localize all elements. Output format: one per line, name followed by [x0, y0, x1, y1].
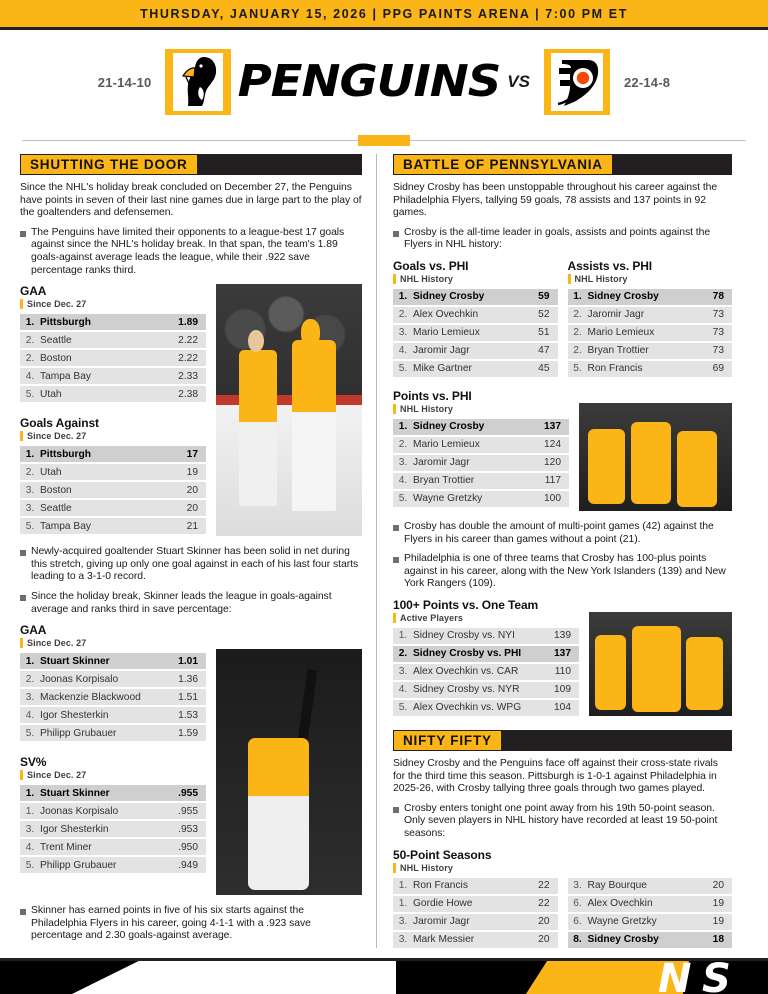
bullet-square-icon: [393, 557, 399, 563]
row-name: Utah: [40, 386, 166, 402]
row-value: 2.22: [166, 350, 206, 366]
flyers-icon: [552, 54, 602, 110]
table-row: [20, 482, 206, 498]
table-svpct-subtitle: Since Dec. 27: [20, 770, 206, 780]
nifty-intro-paragraph: Sidney Crosby and the Penguins face off against their cross-state rivals for the third time this season. Pittsburgh is 1-0-1 against Philadelphia in 2025-26, with Crosby tallying three goals through two games played.: [393, 757, 718, 795]
left-bullet-2: [20, 546, 362, 584]
table-row: [20, 785, 206, 801]
row-name: Mark Messier: [413, 932, 518, 948]
row-name: Ron Francis: [413, 878, 518, 894]
footer-white-shape: [66, 961, 396, 994]
left-bullet-4-text: Skinner has earned points in five of his six starts against the Philadelphia Flyers in his career, going 4-1-1 with a .923 save percentage and 2.30 goals-against average.: [31, 905, 311, 942]
row-rank: 8.: [568, 932, 588, 948]
right-bullet-3: [393, 553, 732, 591]
row-value: 47: [518, 343, 558, 359]
penguin-icon: [174, 53, 222, 111]
photo-skinner: [216, 649, 362, 895]
table-row: [20, 368, 206, 384]
section-title-shutting-the-door: SHUTTING THE DOOR: [20, 154, 198, 175]
row-rank: 1.: [393, 878, 413, 894]
left-bullet-1-text: The Penguins have limited their opponents to a league-best 17 goals against since the NHL's holiday break. In that span, the team's 1.89 goals-against average leads the league, while their .922 save percentage ranks third.: [31, 226, 345, 276]
row-name: Jaromir Jagr: [413, 455, 529, 471]
row-value: .953: [166, 821, 206, 837]
row-name: Igor Shesterkin: [40, 821, 166, 837]
row-value: 73: [692, 325, 732, 341]
row-value: 139: [539, 628, 579, 644]
row-name: Sidney Crosby vs. NYR: [413, 682, 539, 698]
table-goals-vs-phi-rows: [393, 287, 558, 379]
row-value: 20: [692, 878, 732, 894]
table-row: [568, 289, 733, 305]
row-value: 19: [692, 896, 732, 912]
row-name: Mike Gartner: [413, 361, 518, 377]
row-name: Boston: [40, 350, 166, 366]
row-name: Pittsburgh: [40, 446, 166, 462]
row-value: 73: [692, 307, 732, 323]
row-rank: 1.: [393, 289, 413, 305]
row-value: 1.59: [166, 725, 206, 741]
right-bullet-1: [393, 227, 732, 252]
row-value: 2.22: [166, 332, 206, 348]
goalie-stats-with-photo: [20, 623, 362, 895]
row-value: .955: [166, 785, 206, 801]
bullet-square-icon: [393, 807, 399, 813]
section-header-nifty-fifty: [393, 730, 732, 751]
table-row: [20, 821, 206, 837]
table-row: [393, 878, 558, 894]
table-row: [20, 689, 206, 705]
footer-letterforms: [658, 958, 768, 994]
row-name: Alex Ovechkin vs. CAR: [413, 664, 539, 680]
penguins-wordmark: PENGUINS: [238, 56, 501, 107]
penguins-logo: [165, 49, 231, 115]
right-bullet-1-text: Crosby is the all-time leader in goals, assists and points against the Flyers in NHL history:: [404, 226, 711, 251]
row-value: 110: [539, 664, 579, 680]
row-rank: 4.: [393, 343, 413, 359]
right-column: [376, 154, 732, 948]
table-row: [393, 307, 558, 323]
row-value: 1.36: [166, 671, 206, 687]
row-rank: 3.: [393, 325, 413, 341]
row-value: 20: [166, 500, 206, 516]
row-value: 2.38: [166, 386, 206, 402]
table-row: [393, 932, 558, 948]
row-name: Tampa Bay: [40, 518, 166, 534]
left-intro-paragraph: Since the NHL's holiday break concluded on December 27, the Penguins have points in seven of their last nine games due in large part to the play of the goaltenders and defensemen.: [20, 182, 362, 219]
row-value: .950: [166, 839, 206, 855]
photo-goalie-celebration: [216, 284, 362, 536]
hundred-table-with-photo: [393, 598, 732, 718]
table-goals-against: [20, 416, 206, 536]
row-value: 20: [518, 932, 558, 948]
row-name: Alex Ovechkin: [588, 896, 693, 912]
row-name: Philipp Grubauer: [40, 725, 166, 741]
table-row: [20, 350, 206, 366]
row-rank: 3.: [393, 914, 413, 930]
row-name: Joonas Korpisalo: [40, 803, 166, 819]
goalie-stat-tables: [20, 623, 206, 895]
row-rank: 5.: [393, 700, 413, 716]
row-name: Mario Lemieux: [413, 325, 518, 341]
bullet-square-icon: [20, 231, 26, 237]
row-rank: 5.: [20, 518, 40, 534]
table-assists-vs-phi: [568, 259, 733, 379]
divider-gold-tab: [358, 135, 410, 146]
table-gaa-goalie-title: GAA: [20, 623, 47, 638]
row-name: Sidney Crosby: [413, 419, 529, 435]
row-value: .949: [166, 857, 206, 873]
row-rank: 4.: [20, 368, 40, 384]
row-rank: 6.: [568, 896, 588, 912]
row-value: 51: [518, 325, 558, 341]
row-value: 22: [518, 896, 558, 912]
row-name: Igor Shesterkin: [40, 707, 166, 723]
table-row: [568, 896, 733, 912]
row-value: 1.01: [166, 653, 206, 669]
row-rank: 1.: [20, 653, 40, 669]
table-points-vs-phi-subtitle: NHL History: [393, 404, 569, 414]
row-name: Sidney Crosby vs. PHI: [413, 646, 539, 662]
right-bullet-2-text: Crosby has double the amount of multi-point games (42) against the Flyers in his career than games without a point (21).: [404, 520, 714, 545]
row-value: 100: [529, 491, 569, 507]
table-row: [393, 437, 569, 453]
row-rank: 4.: [20, 707, 40, 723]
row-rank: 2.: [568, 325, 588, 341]
game-info-text: THURSDAY, JANUARY 15, 2026 | PPG PAINTS ARENA | 7:00 PM ET: [140, 6, 628, 21]
row-name: Alex Ovechkin vs. WPG: [413, 700, 539, 716]
row-rank: 1.: [20, 446, 40, 462]
row-name: Pittsburgh: [40, 314, 166, 330]
row-value: 1.89: [166, 314, 206, 330]
table-goals-vs-phi-subtitle: NHL History: [393, 274, 558, 284]
photo-crosby-celebration: [579, 403, 732, 511]
row-value: 45: [518, 361, 558, 377]
left-column: [20, 154, 376, 948]
table-row: [393, 628, 579, 644]
table-svpct: [20, 755, 206, 875]
row-rank: 4.: [20, 839, 40, 855]
table-row: [568, 914, 733, 930]
row-rank: 2.: [20, 332, 40, 348]
left-bullet-1: [20, 227, 362, 277]
footer-letter-n: N: [658, 958, 692, 994]
table-assists-vs-phi-rows: [568, 287, 733, 379]
table-row: [20, 464, 206, 480]
bullet-square-icon: [393, 231, 399, 237]
table-gaa-team-title: GAA: [20, 284, 47, 299]
table-points-vs-phi: [393, 389, 569, 511]
table-row: [393, 455, 569, 471]
row-name: Sidney Crosby: [413, 289, 518, 305]
row-value: 59: [518, 289, 558, 305]
row-rank: 6.: [568, 914, 588, 930]
row-rank: 2.: [393, 646, 413, 662]
row-name: Utah: [40, 464, 166, 480]
table-row: [20, 518, 206, 534]
bullet-square-icon: [20, 595, 26, 601]
table-gaa-team-rows: [20, 312, 206, 404]
footer-letter-s: S: [702, 958, 731, 994]
row-rank: 5.: [20, 725, 40, 741]
row-value: 19: [166, 464, 206, 480]
section-header-battle-of-pennsylvania: [393, 154, 732, 175]
table-row: [20, 314, 206, 330]
row-rank: 2.: [568, 343, 588, 359]
bullet-square-icon: [393, 525, 399, 531]
row-value: 22: [518, 878, 558, 894]
table-gaa-team: [20, 284, 206, 404]
row-rank: 5.: [393, 361, 413, 377]
row-name: Mackenzie Blackwood: [40, 689, 166, 705]
table-points-vs-phi-rows: [393, 417, 569, 509]
right-intro-paragraph: Sidney Crosby has been unstoppable throughout his career against the Philadelphia Flyers, tallying 59 goals, 78 assists and 137 points in 92 games.: [393, 182, 718, 219]
table-gaa-team-subtitle: Since Dec. 27: [20, 299, 206, 309]
table-100-points: [393, 598, 579, 718]
row-rank: 2.: [20, 350, 40, 366]
row-name: Wayne Gretzky: [588, 914, 693, 930]
left-bullet-2-text: Newly-acquired goaltender Stuart Skinner has been solid in net during this stretch, giving up only one goal against in each of his last four starts leading to a 3-1-0 record.: [31, 546, 359, 583]
row-rank: 2.: [20, 671, 40, 687]
vs-label: VS: [507, 72, 530, 92]
row-rank: 2.: [393, 437, 413, 453]
table-row: [393, 325, 558, 341]
table-svpct-title: SV%: [20, 755, 47, 770]
row-value: 69: [692, 361, 732, 377]
table-row: [20, 653, 206, 669]
row-rank: 1.: [568, 289, 588, 305]
row-name: Jaromir Jagr: [413, 343, 518, 359]
row-value: 73: [692, 343, 732, 359]
table-row: [393, 682, 579, 698]
row-name: Gordie Howe: [413, 896, 518, 912]
table-row: [393, 914, 558, 930]
row-value: 52: [518, 307, 558, 323]
table-row: [20, 707, 206, 723]
row-name: Mario Lemieux: [588, 325, 693, 341]
table-row: [20, 386, 206, 402]
bullet-square-icon: [20, 909, 26, 915]
row-name: Ray Bourque: [588, 878, 693, 894]
table-row: [393, 343, 558, 359]
row-rank: 1.: [20, 785, 40, 801]
section-title-nifty-fifty: NIFTY FIFTY: [393, 730, 502, 751]
row-rank: 1.: [20, 803, 40, 819]
row-value: 1.51: [166, 689, 206, 705]
section-header-bar: [198, 154, 362, 175]
away-record: 22-14-8: [623, 74, 671, 90]
row-name: Mario Lemieux: [413, 437, 529, 453]
row-value: 18: [692, 932, 732, 948]
flyers-logo: [544, 49, 610, 115]
left-bullet-3-text: Since the holiday break, Skinner leads the league in goals-against average and ranks third in save percentage:: [31, 590, 332, 615]
row-rank: 2.: [393, 307, 413, 323]
table-gaa-goalie-rows: [20, 651, 206, 743]
row-name: Sidney Crosby vs. NYI: [413, 628, 539, 644]
row-name: Jaromir Jagr: [588, 307, 693, 323]
table-row: [568, 325, 733, 341]
row-rank: 2.: [568, 307, 588, 323]
row-value: 1.53: [166, 707, 206, 723]
table-row: [20, 500, 206, 516]
row-value: 124: [529, 437, 569, 453]
row-value: .955: [166, 803, 206, 819]
table-row: [393, 491, 569, 507]
table-50-point-seasons-right-rows: [568, 876, 733, 950]
content-columns: [0, 148, 768, 948]
table-gaa-goalie-subtitle: Since Dec. 27: [20, 638, 206, 648]
row-name: Sidney Crosby: [588, 289, 693, 305]
left-stat-tables: [20, 284, 206, 536]
section-header-shutting-the-door: [20, 154, 362, 175]
nifty-bullet-text: Crosby enters tonight one point away from his 19th 50-point season. Only seven players in NHL history have recorded at least 19 50-point seasons:: [404, 802, 718, 839]
row-name: Bryan Trottier: [588, 343, 693, 359]
row-name: Stuart Skinner: [40, 785, 166, 801]
row-rank: 3.: [20, 500, 40, 516]
right-bullet-3-text: Philadelphia is one of three teams that Crosby has 100-plus points against in his career, along with the New York Islanders (139) and New York Rangers (109).: [404, 553, 726, 590]
table-row: [393, 646, 579, 662]
table-row: [393, 361, 558, 377]
row-name: Trent Miner: [40, 839, 166, 855]
table-50-point-seasons-title: 50-Point Seasons: [393, 847, 492, 862]
row-value: 104: [539, 700, 579, 716]
row-rank: 3.: [393, 455, 413, 471]
row-name: Seattle: [40, 332, 166, 348]
table-goals-vs-phi-title: Goals vs. PHI: [393, 258, 469, 273]
row-name: Sidney Crosby: [588, 932, 693, 948]
table-100-points-subtitle: Active Players: [393, 613, 579, 623]
table-goals-against-subtitle: Since Dec. 27: [20, 431, 206, 441]
row-value: 2.33: [166, 368, 206, 384]
row-rank: 5.: [393, 491, 413, 507]
row-name: Ron Francis: [588, 361, 693, 377]
game-info-bar: [0, 0, 768, 30]
row-rank: 1.: [393, 896, 413, 912]
row-name: Wayne Gretzky: [413, 491, 529, 507]
nifty-bullet: [393, 803, 732, 841]
photo-crosby-87: [589, 612, 732, 716]
matchup-header: [0, 30, 768, 134]
table-50-point-seasons: [393, 848, 732, 950]
header-divider: [0, 134, 768, 148]
row-rank: 3.: [20, 482, 40, 498]
table-row: [568, 878, 733, 894]
table-row: [393, 896, 558, 912]
row-rank: 1.: [393, 419, 413, 435]
section-title-battle-of-pennsylvania: BATTLE OF PENNSYLVANIA: [393, 154, 613, 175]
row-value: 21: [166, 518, 206, 534]
row-value: 19: [692, 914, 732, 930]
row-value: 20: [518, 914, 558, 930]
row-rank: 1.: [393, 628, 413, 644]
row-value: 17: [166, 446, 206, 462]
row-name: Tampa Bay: [40, 368, 166, 384]
table-goals-vs-phi: [393, 259, 558, 379]
table-row: [393, 419, 569, 435]
section-header-bar: [502, 730, 732, 751]
left-bullet-4: [20, 905, 362, 943]
points-table-with-photo: [393, 389, 732, 511]
table-svpct-rows: [20, 783, 206, 875]
table-row: [568, 343, 733, 359]
row-rank: 3.: [393, 932, 413, 948]
table-50-point-seasons-subtitle: NHL History: [393, 863, 732, 873]
home-record: 21-14-10: [97, 74, 152, 90]
table-assists-vs-phi-title: Assists vs. PHI: [567, 258, 653, 273]
row-value: 78: [692, 289, 732, 305]
table-100-points-rows: [393, 626, 579, 718]
footer-graphic-band: [0, 958, 768, 994]
table-goals-against-title: Goals Against: [20, 416, 99, 431]
left-stats-with-photo: [20, 284, 362, 536]
table-row: [20, 332, 206, 348]
table-row: [20, 446, 206, 462]
row-rank: 3.: [20, 821, 40, 837]
table-100-points-title: 100+ Points vs. One Team: [393, 597, 539, 612]
row-rank: 5.: [20, 386, 40, 402]
row-value: 137: [539, 646, 579, 662]
table-row: [20, 725, 206, 741]
table-assists-vs-phi-subtitle: NHL History: [568, 274, 733, 284]
table-row: [568, 932, 733, 948]
table-row: [20, 671, 206, 687]
table-goals-against-rows: [20, 444, 206, 536]
goals-assists-table-pair: [393, 259, 732, 379]
row-name: Stuart Skinner: [40, 653, 166, 669]
row-rank: 1.: [20, 314, 40, 330]
row-value: 109: [539, 682, 579, 698]
table-gaa-goalie: [20, 623, 206, 743]
row-rank: 3.: [393, 664, 413, 680]
row-value: 117: [529, 473, 569, 489]
table-points-vs-phi-title: Points vs. PHI: [393, 388, 472, 403]
right-bullet-2: [393, 521, 732, 546]
row-rank: 3.: [20, 689, 40, 705]
table-row: [568, 361, 733, 377]
row-value: 120: [529, 455, 569, 471]
table-row: [393, 664, 579, 680]
row-rank: 2.: [20, 464, 40, 480]
table-row: [393, 700, 579, 716]
row-name: Alex Ovechkin: [413, 307, 518, 323]
row-name: Seattle: [40, 500, 166, 516]
row-name: Philipp Grubauer: [40, 857, 166, 873]
table-row: [20, 839, 206, 855]
table-row: [393, 289, 558, 305]
row-name: Joonas Korpisalo: [40, 671, 166, 687]
row-rank: 3.: [568, 878, 588, 894]
row-rank: 4.: [393, 682, 413, 698]
row-name: Bryan Trottier: [413, 473, 529, 489]
table-50-point-seasons-left-rows: [393, 876, 558, 950]
row-rank: 4.: [393, 473, 413, 489]
row-name: Boston: [40, 482, 166, 498]
left-bullet-3: [20, 591, 362, 616]
row-name: Jaromir Jagr: [413, 914, 518, 930]
table-row: [20, 803, 206, 819]
table-row: [568, 307, 733, 323]
row-rank: 5.: [568, 361, 588, 377]
section-header-bar: [613, 154, 732, 175]
table-row: [20, 857, 206, 873]
table-row: [393, 473, 569, 489]
row-rank: 5.: [20, 857, 40, 873]
row-value: 20: [166, 482, 206, 498]
bullet-square-icon: [20, 550, 26, 556]
row-value: 137: [529, 419, 569, 435]
